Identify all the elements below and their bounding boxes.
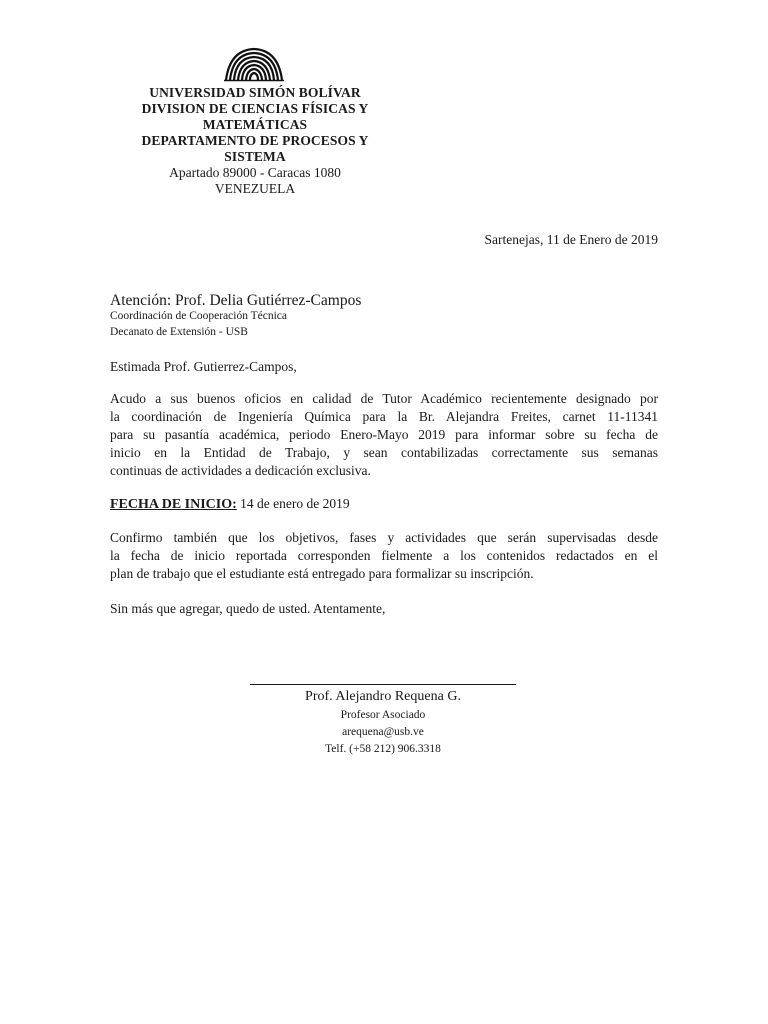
signature-line [250,684,516,685]
paragraph-line: plan de trabajo que el estudiante está entregado para formalizar su inscripción. [110,566,534,581]
start-date-value: 14 de enero de 2019 [240,496,350,511]
signer-name: Prof. Alejandro Requena G. [305,689,461,704]
letter-date: Sartenejas, 11 de Enero de 2019 [484,232,658,247]
recipient-department: Decanato de Extensión - USB [110,326,248,338]
paragraph-line: la coordinación de Ingeniería Química para la Br. Alejandra Freites, carnet 11-11341 [110,409,658,424]
signer-title: Profesor Asociado [340,709,426,721]
greeting: Estimada Prof. Gutierrez-Campos, [110,359,297,374]
recipient-office: Coordinación de Cooperación Técnica [110,310,288,322]
paragraph-line: continuas de actividades a dedicación exclusiva. [110,463,371,478]
paragraph-line: Confirmo también que los objetivos, fases y actividades que serán supervisadas desde [110,530,658,545]
body-paragraph-2 [110,529,658,583]
division-name-line2: MATEMÁTICAS [202,117,308,132]
department-name-line1: DEPARTAMENTO DE PROCESOS Y [141,133,369,148]
start-date [110,496,350,513]
paragraph-line: la fecha de inicio reportada corresponden fielmente a los contenidos redactados en el [110,548,658,563]
postal-address: Apartado 89000 - Caracas 1080 [169,165,341,180]
paragraph-line: inicio en la Entidad de Trabajo, y sean contabilizadas correctamente sus semanas [110,445,658,460]
paragraph-line: Acudo a sus buenos oficios en calidad de Tutor Académico recientemente designado por [110,391,658,406]
division-name-line1: DIVISION DE CIENCIAS FÍSICAS Y [141,101,369,116]
closing: Sin más que agregar, quedo de usted. Atentamente, [110,601,386,616]
department-name-line2: SISTEMA [224,149,286,164]
country: VENEZUELA [214,181,296,196]
university-logo [222,46,286,82]
signer-email: arequena@usb.ve [342,726,424,738]
university-name: UNIVERSIDAD SIMÓN BOLÍVAR [149,85,361,100]
recipient-attention: Atención: Prof. Delia Gutiérrez-Campos [110,292,362,309]
letterhead [130,85,380,197]
signer-phone: Telf. (+58 212) 906.3318 [325,743,441,755]
start-date-label: FECHA DE INICIO: [110,497,237,512]
paragraph-line: para su pasantía académica, periodo Enero-Mayo 2019 para informar sobre su fecha de [110,427,658,442]
body-paragraph-1 [110,390,658,480]
